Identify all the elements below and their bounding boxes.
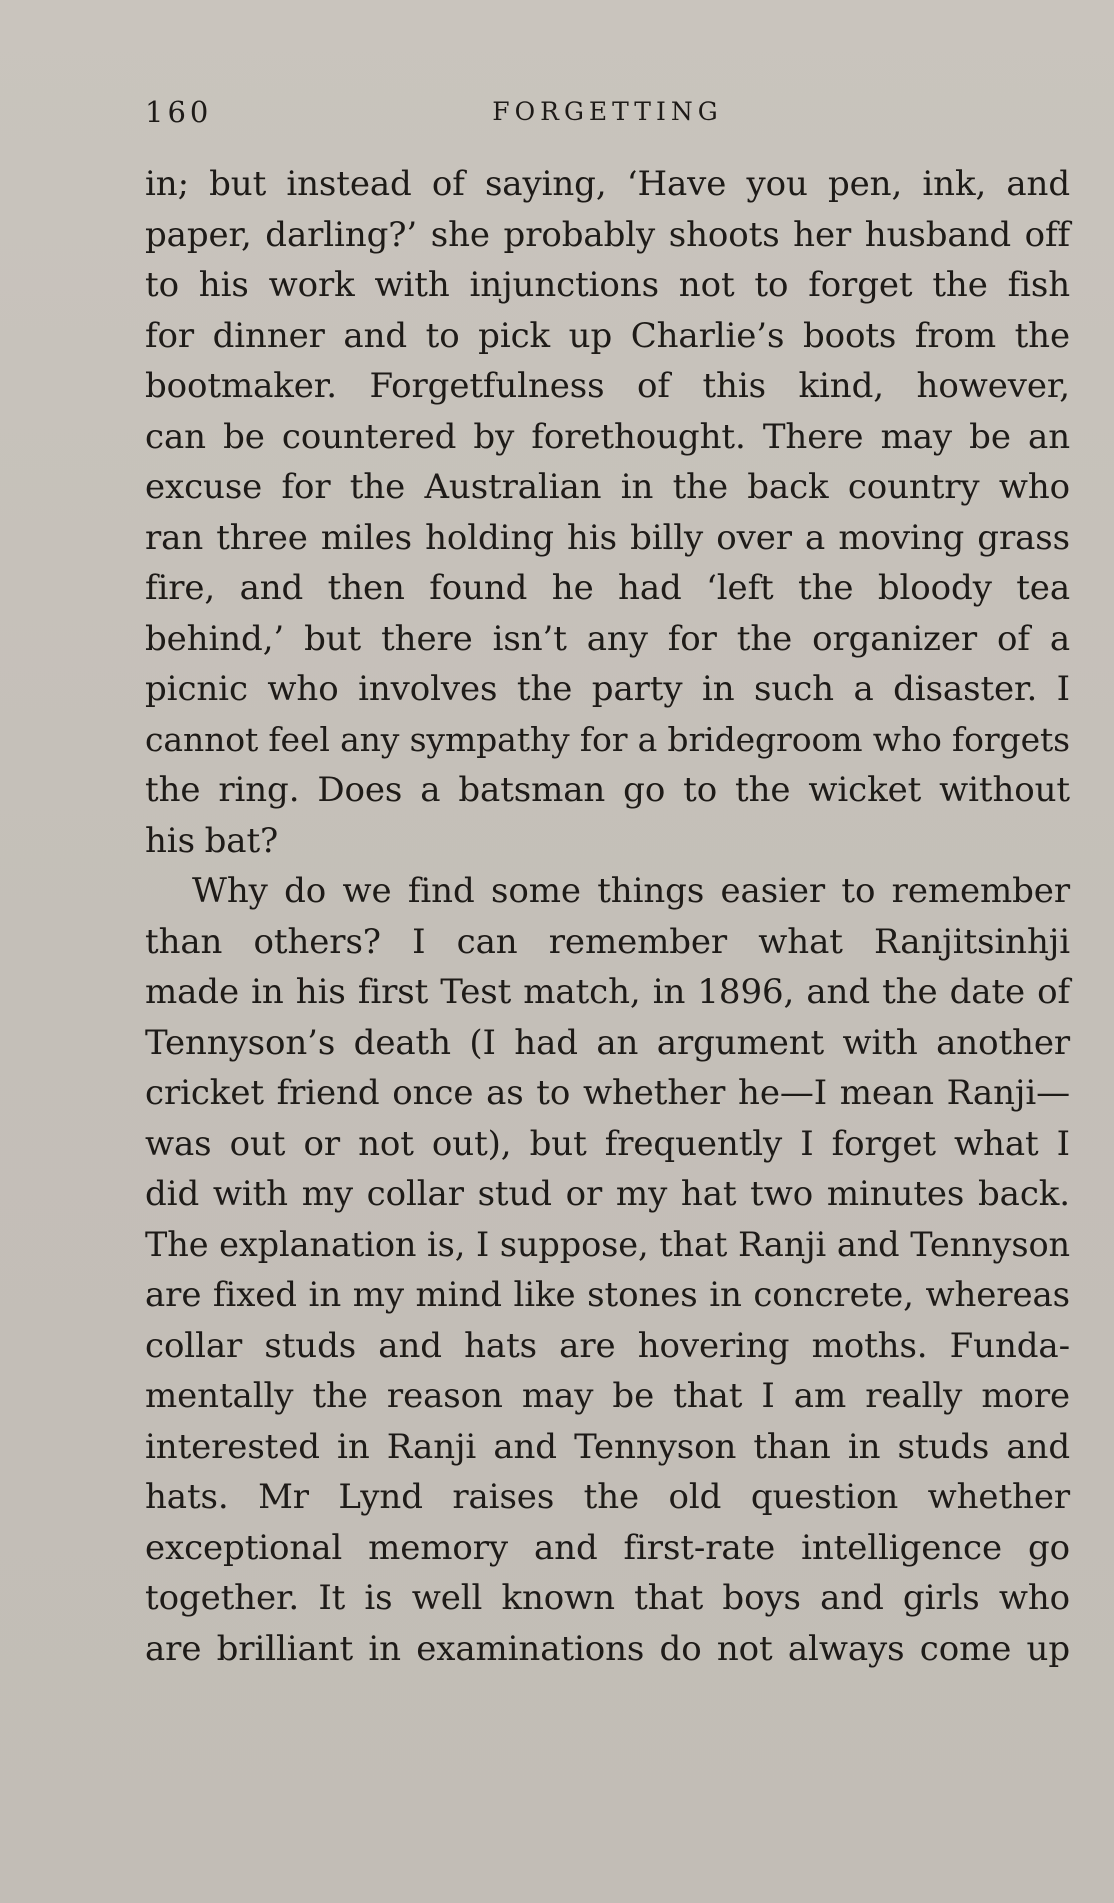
paragraph-end-line: his bat?: [145, 820, 279, 861]
text-line: collar studs and hats are hovering moths. Funda-: [145, 1325, 1070, 1366]
text-line: the ring. Does a batsman go to the wicket without: [145, 770, 1070, 810]
text-line: made in his first Test match, in 1896, and the date of: [145, 972, 1070, 1012]
text-line: picnic who involves the party in such a disaster. I: [145, 669, 1070, 709]
text-line: cricket friend once as to whether he—I mean Ranji—: [145, 1073, 1070, 1113]
text-line: together. It is well known that boys and girls who: [145, 1578, 1070, 1618]
text-line: Tennyson’s death (I had an argument with another: [145, 1022, 1070, 1063]
text-line: interested in Ranji and Tennyson than in studs and: [145, 1426, 1070, 1467]
text-line: are fixed in my mind like stones in concrete, whereas: [145, 1275, 1070, 1315]
text-line: was out or not out), but frequently I forget what I: [145, 1123, 1070, 1164]
text-line: excuse for the Australian in the back country who: [145, 467, 1070, 507]
text-line: in; but instead of saying, ‘Have you pen, ink, and: [145, 164, 1070, 204]
text-line: ran three miles holding his billy over a moving grass: [145, 517, 1070, 558]
text-line: than others? I can remember what Ranjitsinhji: [145, 921, 1070, 962]
text-line: did with my collar stud or my hat two minutes back.: [145, 1174, 1070, 1214]
text-line: exceptional memory and first-rate intelligence go: [145, 1527, 1070, 1568]
text-line: mentally the reason may be that I am really more: [145, 1376, 1070, 1416]
text-line: cannot feel any sympathy for a bridegroom who forgets: [145, 719, 1070, 759]
text-line: can be countered by forethought. There may be an: [145, 416, 1070, 457]
text-line: bootmaker. Forgetfulness of this kind, however,: [145, 366, 1070, 406]
body-text: [145, 159, 1070, 1674]
text-line: The explanation is, I suppose, that Ranji and Tennyson: [145, 1224, 1070, 1264]
text-line: are brilliant in examinations do not always come up: [145, 1628, 1070, 1669]
text-line: for dinner and to pick up Charlie’s boots from the: [145, 315, 1070, 356]
text-line: to his work with injunctions not to forget the fish: [145, 265, 1070, 305]
text-line: fire, and then found he had ‘left the bloody tea: [145, 568, 1070, 608]
text-line: paper, darling?’ she probably shoots her husband off: [145, 214, 1070, 255]
page-number: 160: [145, 95, 213, 129]
paragraph-first-line: Why do we find some things easier to remember: [192, 871, 1070, 911]
text-line: behind,’ but there isn’t any for the organizer of a: [145, 618, 1070, 659]
running-head: [145, 92, 1070, 132]
text-line: hats. Mr Lynd raises the old question whether: [145, 1477, 1070, 1517]
running-title: FORGETTING: [492, 97, 723, 126]
